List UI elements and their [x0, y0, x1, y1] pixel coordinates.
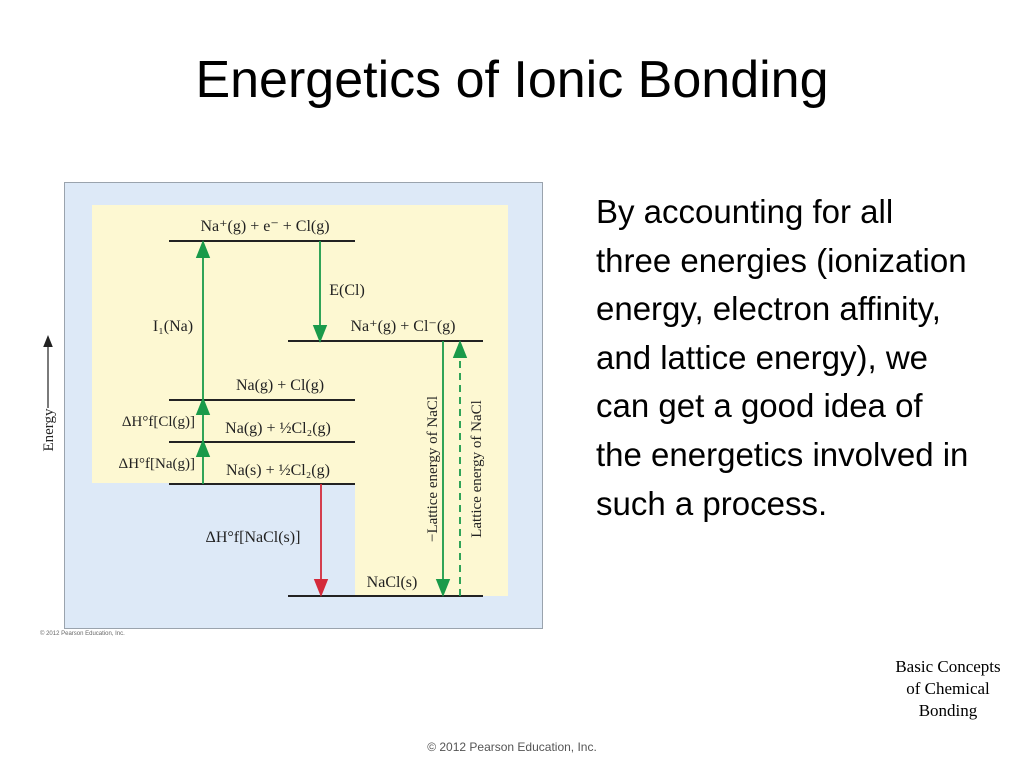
slide-title: Energetics of Ionic Bonding: [195, 51, 829, 109]
footer-copyright: © 2012 Pearson Education, Inc.: [427, 740, 597, 754]
level-label-ions-gas: Na⁺(g) + Cl⁻(g): [350, 318, 456, 335]
energy-diagram-svg: [41, 183, 544, 630]
corner-label-line: Bonding: [918, 701, 978, 720]
body-paragraph: By accounting for all three energies (ionization energy, electron affinity, and lattice energy), we can get a good idea of the energetics involved in such a process.: [596, 193, 969, 522]
step-label-lattice: Lattice energy of NaCl: [469, 400, 485, 538]
step-label-formation-na: ΔH°f[Na(g)]: [118, 456, 195, 472]
level-label-elements: Na(s) + ½Cl₂(g): [226, 462, 330, 479]
figure-credit: © 2012 Pearson Education, Inc.: [40, 631, 125, 637]
step-label-ionization: I₁(Na): [152, 318, 194, 335]
energy-diagram-figure: [41, 182, 543, 629]
energy-axis-label: Energy: [41, 408, 57, 452]
step-label-formation-cl: ΔH°f[Cl(g)]: [121, 414, 195, 430]
level-label-nacl-solid: NaCl(s): [366, 574, 418, 591]
level-label-atoms-gas: Na(g) + Cl(g): [235, 377, 325, 394]
step-label-neg-lattice: −Lattice energy of NaCl: [425, 395, 441, 543]
corner-topic-label: [878, 656, 1018, 722]
corner-label-line: Basic Concepts: [895, 657, 1001, 676]
step-label-formation-nacl: ΔH°f[NaCl(s)]: [205, 529, 301, 546]
corner-label-line: of Chemical: [906, 679, 990, 698]
level-label-ions-gas-atom: Na⁺(g) + e⁻ + Cl(g): [200, 218, 330, 235]
step-label-electron-affinity: E(Cl): [329, 282, 365, 299]
level-label-na-gas-cl2: Na(g) + ½Cl₂(g): [225, 420, 331, 437]
